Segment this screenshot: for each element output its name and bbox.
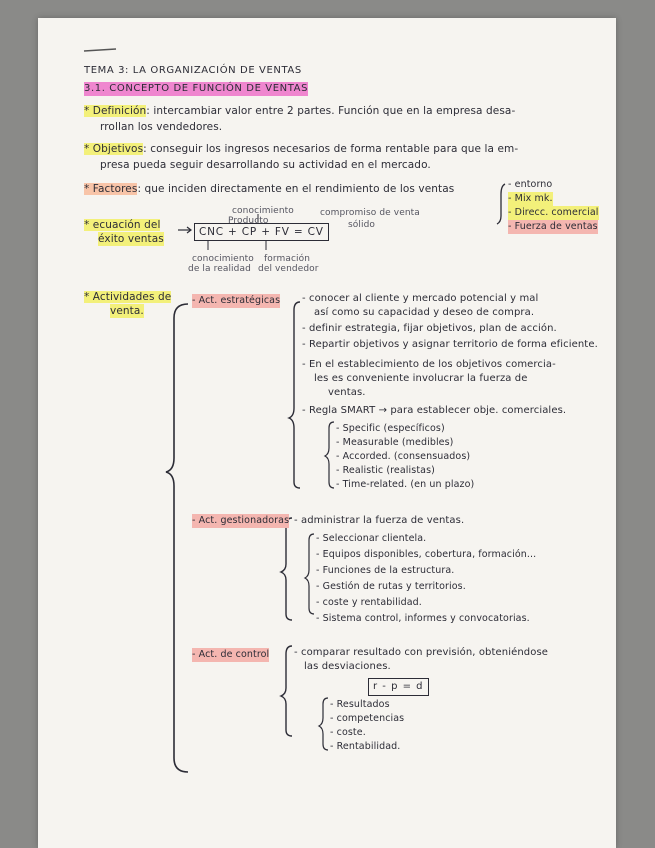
- eq-below-fv-2: del vendedor: [258, 264, 319, 274]
- eq-below-cnc-2: de la realidad: [188, 264, 251, 274]
- actividades-label-2: venta.: [110, 305, 144, 317]
- control-line-1: - comparar resultado con previsión, obteniéndose: [294, 647, 549, 658]
- control-item: - Rentabilidad.: [330, 741, 401, 752]
- gestionadoras-label: - Act. gestionadoras: [192, 515, 290, 526]
- actividades-label: * Actividades de: [84, 291, 172, 303]
- estrategicas-line: ventas.: [328, 387, 366, 398]
- gestion-item: - Funciones de la estructura.: [316, 565, 455, 576]
- smart-item: - Time-related. (en un plazo): [336, 479, 475, 490]
- estrategicas-line: les es conveniente involucrar la fuerza de: [314, 373, 528, 384]
- estrategicas-line: - Regla SMART → para establecer obje. comerciales.: [302, 405, 567, 416]
- estrategicas-line: - conocer al cliente y mercado potencial y mal: [302, 293, 539, 304]
- ecuacion-label: * ecuación del: [84, 219, 161, 231]
- ecuacion-label-2: éxito ventas: [98, 233, 164, 245]
- eq-above-cp-2: Producto: [228, 216, 269, 226]
- smart-item: - Measurable (medibles): [336, 437, 454, 448]
- definicion-line-1: * Definición: intercambiar valor entre 2 partes. Función que en la empresa desa-: [84, 105, 516, 117]
- estrategicas-line: - Repartir objetivos y asignar territorio de forma eficiente.: [302, 339, 598, 350]
- gestion-item: - Sistema control, informes y convocatorias.: [316, 613, 530, 624]
- ecuacion-formula: CNC + CP + FV = CV: [194, 223, 329, 241]
- control-line-2: las desviaciones.: [304, 661, 391, 672]
- eq-above-cv-1: compromiso de venta: [320, 208, 420, 218]
- gestion-item: - Seleccionar clientela.: [316, 533, 427, 544]
- smart-item: - Specific (específicos): [336, 423, 445, 434]
- gestion-item: - Equipos disponibles, cobertura, formación...: [316, 549, 537, 560]
- estrategicas-line: - definir estrategia, fijar objetivos, plan de acción.: [302, 323, 557, 334]
- estrategicas-line: - En el establecimiento de los objetivos comercia-: [302, 359, 556, 370]
- definicion-line-2: rrollan los vendedores.: [100, 121, 223, 133]
- smart-item: - Accorded. (consensuados): [336, 451, 471, 462]
- factor-direccion: - Direcc. comercial: [508, 207, 599, 218]
- smart-item: - Realistic (realistas): [336, 465, 435, 476]
- control-item: - competencias: [330, 713, 405, 724]
- control-item: - coste.: [330, 727, 366, 738]
- factor-fuerza: - Fuerza de ventas: [508, 221, 598, 232]
- objetivos-line-1: * Objetivos: conseguir los ingresos necesarios de forma rentable para que la em-: [84, 143, 519, 155]
- eq-above-cp-1: conocimiento: [232, 206, 294, 216]
- eq-above-cv-2: sólido: [348, 220, 376, 230]
- gestion-item: - coste y rentabilidad.: [316, 597, 422, 608]
- eq-below-fv-1: formación: [264, 254, 311, 264]
- estrategicas-line: así como su capacidad y deseo de compra.: [314, 307, 535, 318]
- factor-mix: - Mix mk.: [508, 193, 553, 204]
- section-heading: 3.1. CONCEPTO DE FUNCIÓN DE VENTAS: [84, 83, 309, 94]
- objetivos-label: * Objetivos: [84, 143, 144, 155]
- factor-entorno: - entorno: [508, 179, 553, 190]
- factores-label: * Factores: [84, 183, 138, 195]
- gestionadoras-intro: - administrar la fuerza de ventas.: [294, 515, 465, 526]
- estrategicas-label: - Act. estratégicas: [192, 295, 281, 306]
- control-item: - Resultados: [330, 699, 390, 710]
- gestion-item: - Gestión de rutas y territorios.: [316, 581, 466, 592]
- factores-line: * Factores: que inciden directamente en el rendimiento de los ventas: [84, 183, 455, 195]
- eq-below-cnc-1: conocimiento: [192, 254, 254, 264]
- page-title: TEMA 3: LA ORGANIZACIÓN DE VENTAS: [84, 65, 302, 76]
- notebook-page: [38, 18, 616, 848]
- control-formula: r - p = d: [368, 678, 429, 696]
- control-label: - Act. de control: [192, 649, 270, 660]
- objetivos-line-2: presa pueda seguir desarrollando su actividad en el mercado.: [100, 159, 431, 171]
- definicion-label: * Definición: [84, 105, 147, 117]
